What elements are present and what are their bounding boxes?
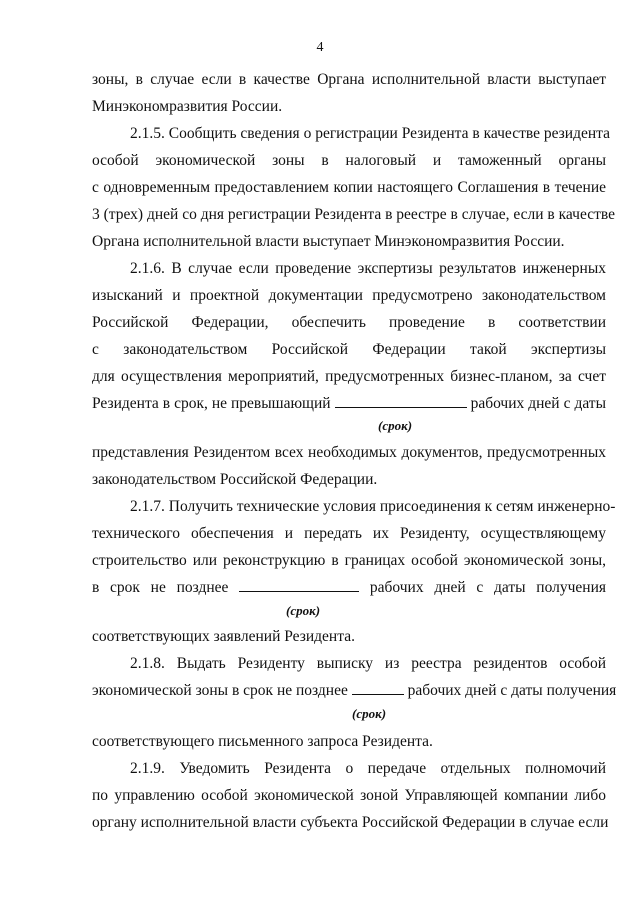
blank-field (239, 578, 359, 592)
text-line: соответствующего письменного запроса Резидента. (92, 733, 433, 750)
text-line: особой экономической зоны в налоговый и таможенный органы (92, 152, 606, 169)
text-line: изысканий и проектной документации предусмотрено законодательством (92, 287, 606, 304)
text-fragment: рабочих дней с даты (470, 395, 606, 412)
text-line: 3 (трех) дней со дня регистрации Резидента в реестре в случае, если в качестве (92, 206, 615, 223)
blank-caption: (срок) (378, 418, 413, 433)
blank-caption: (срок) (286, 603, 321, 618)
text-line: для осуществления мероприятий, предусмотренных бизнес-планом, за счет (92, 368, 606, 385)
text-line: с законодательством Российской Федерации такой экспертизы (92, 341, 606, 358)
text-line: по управлению особой экономической зоной Управляющей компании либо (92, 787, 606, 804)
text-fragment: рабочих дней с даты получения (407, 682, 617, 699)
clause-2-1-8: 2.1.8. Выдать Резиденту выписку из реестра резидентов особой (130, 655, 606, 672)
text-line-with-blank (92, 394, 606, 414)
clause-2-1-6: 2.1.6. В случае если проведение экспертизы результатов инженерных (130, 260, 606, 277)
text-line: Российской Федерации, обеспечить проведение в соответствии (92, 314, 606, 331)
blank-field (352, 681, 404, 695)
text-line: с одновременным предоставлением копии настоящего Соглашения в течение (92, 179, 606, 196)
text-line: представления Резидентом всех необходимых документов, предусмотренных (92, 444, 606, 461)
page-number: 4 (316, 40, 324, 55)
text-line-with-blank (92, 578, 606, 598)
text-fragment: рабочих дней с даты получения (369, 579, 607, 596)
blank-field (335, 394, 467, 408)
text-fragment: в срок не позднее (92, 579, 229, 596)
text-line: технического обеспечения и передать их Резиденту, осуществляющему (92, 525, 606, 542)
blank-caption: (срок) (352, 706, 387, 721)
text-fragment: Резидента в срок, не превышающий (92, 395, 331, 412)
text-line: Минэкономразвития России. (92, 98, 283, 115)
text-line: законодательством Российской Федерации. (92, 471, 378, 488)
text-line: соответствующих заявлений Резидента. (92, 628, 355, 645)
text-line: строительство или реконструкцию в границах особой экономической зоны, (92, 552, 606, 569)
text-line: органу исполнительной власти субъекта Российской Федерации в случае если (92, 814, 609, 831)
clause-2-1-7: 2.1.7. Получить технические условия присоединения к сетям инженерно- (130, 498, 616, 515)
clause-2-1-5: 2.1.5. Сообщить сведения о регистрации Резидента в качестве резидента (130, 125, 610, 142)
text-line-with-blank (92, 681, 617, 701)
clause-2-1-9: 2.1.9. Уведомить Резидента о передаче отдельных полномочий (130, 760, 606, 777)
text-fragment: экономической зоны в срок не позднее (92, 682, 348, 699)
text-line: Органа исполнительной власти выступает Минэкономразвития России. (92, 233, 565, 250)
text-line: зоны, в случае если в качестве Органа исполнительной власти выступает (92, 71, 606, 88)
